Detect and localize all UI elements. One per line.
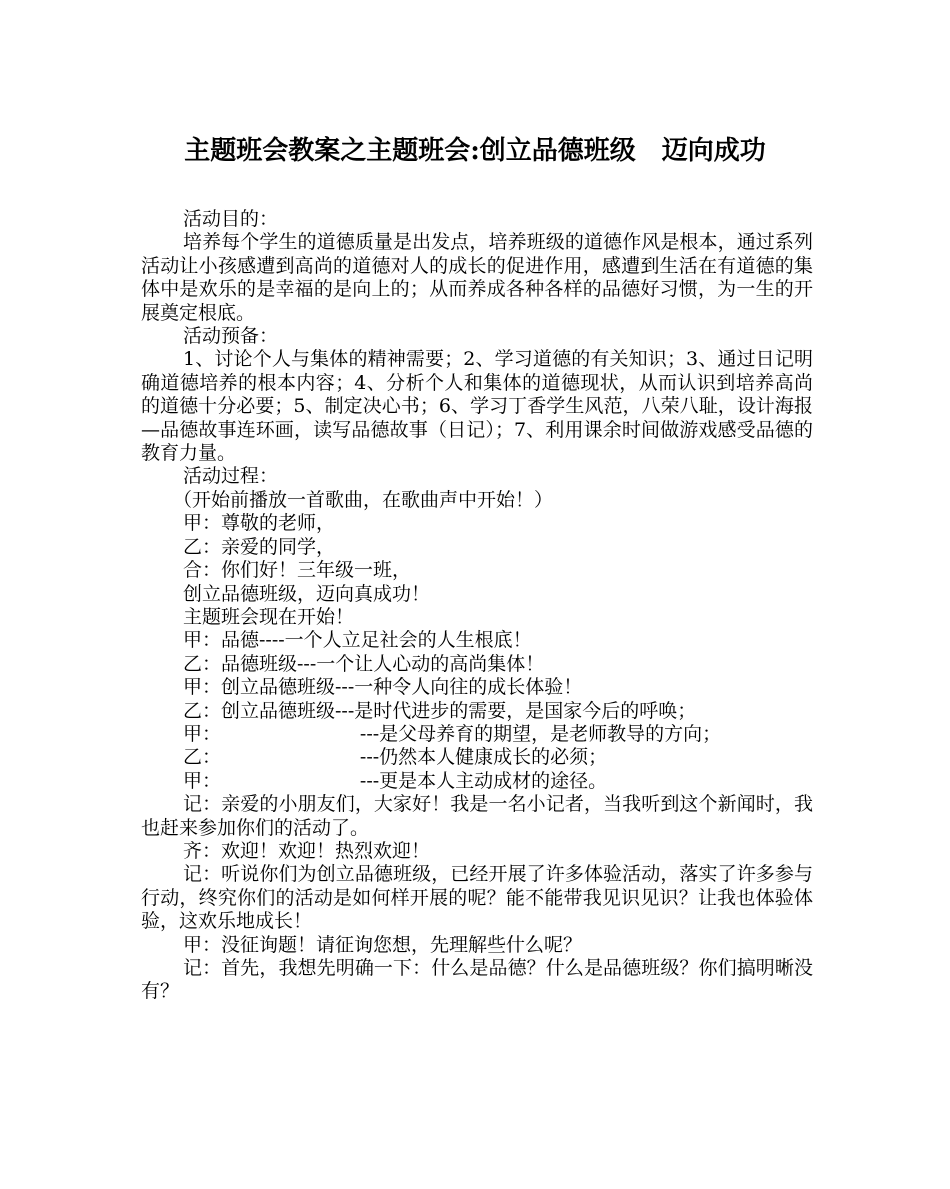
paragraph-preparation: 1、讨论个人与集体的精神需要；2、学习道德的有关知识；3、通过日记明确道德培养的根本内容；4、分析个人和集体的道德现状，从而认识到培养高尚的道德十分必要；5、制定决心书；6、学习丁香学生风范，八荣八耻，设计海报—品德故事连环画，读写品德故事（日记）；7、利用课余时间做游戏感受品德的教育力量。 <box>141 348 813 465</box>
dialogue-line: 创立品德班级，迈向真成功！ <box>183 582 431 605</box>
section-heading-purpose: 活动目的： <box>183 208 279 230</box>
dialogue-line: 甲：创立品德班级---一种令人向往的成长体验！ <box>183 676 583 699</box>
paragraph-stage-note: （开始前播放一首歌曲，在歌曲声中开始！） <box>173 488 554 511</box>
dialogue-line: 甲：尊敬的老师， <box>183 512 336 535</box>
dialogue-line: 甲：品德----一个人立足社会的人生根底！ <box>183 629 532 652</box>
dialogue-line: 记：亲爱的小朋友们，大家好！我是一名小记者，当我听到这个新闻时，我也赶来参加你们的活动了。 <box>141 793 813 839</box>
dialogue-line: 甲： ---是父母养育的期望，是老师教导的方向； <box>183 722 722 745</box>
document-body <box>141 208 813 1004</box>
section-heading-preparation: 活动预备： <box>183 325 279 348</box>
dialogue-line: 齐：欢迎！欢迎！热烈欢迎！ <box>183 839 431 862</box>
document-title: 主题班会教案之主题班会:创立品德班级 迈向成功 <box>184 136 766 166</box>
dialogue-line: 记：听说你们为创立品德班级，已经开展了许多体验活动，落实了许多参与行动，终究你们的活动是如何样开展的呢？能不能带我见识见识？让我也体验体验，这欢乐地成长！ <box>141 863 813 933</box>
dialogue-line: 乙： ---仍然本人健康成长的必须； <box>183 746 608 769</box>
dialogue-line: 记：首先，我想先明确一下：什么是品德？什么是品德班级？你们搞明晰没有？ <box>141 957 813 1003</box>
paragraph-purpose: 培养每个学生的道德质量是出发点，培养班级的道德作风是根本，通过系列活动让小孩感遭到高尚的道德对人的成长的促进作用，感遭到生活在有道德的集体中是欢乐的是幸福的是向上的；从而养成各种各样的品德好习惯，为一生的开展奠定根底。 <box>141 231 813 324</box>
dialogue-line: 乙：亲爱的同学， <box>183 535 336 558</box>
dialogue-line: 乙：品德班级---一个让人心动的高尚集体！ <box>183 652 545 675</box>
dialogue-line: 主题班会现在开始！ <box>183 605 355 628</box>
section-heading-process: 活动过程： <box>183 465 279 488</box>
dialogue-line: 甲： ---更是本人主动成材的途径。 <box>183 769 608 792</box>
dialogue-line: 乙：创立品德班级---是时代进步的需要，是国家今后的呼唤； <box>183 699 697 722</box>
dialogue-line: 甲：没征询题！请征询您想，先理解些什么呢？ <box>183 933 583 956</box>
dialogue-line: 合：你们好！三年级一班， <box>183 559 412 582</box>
